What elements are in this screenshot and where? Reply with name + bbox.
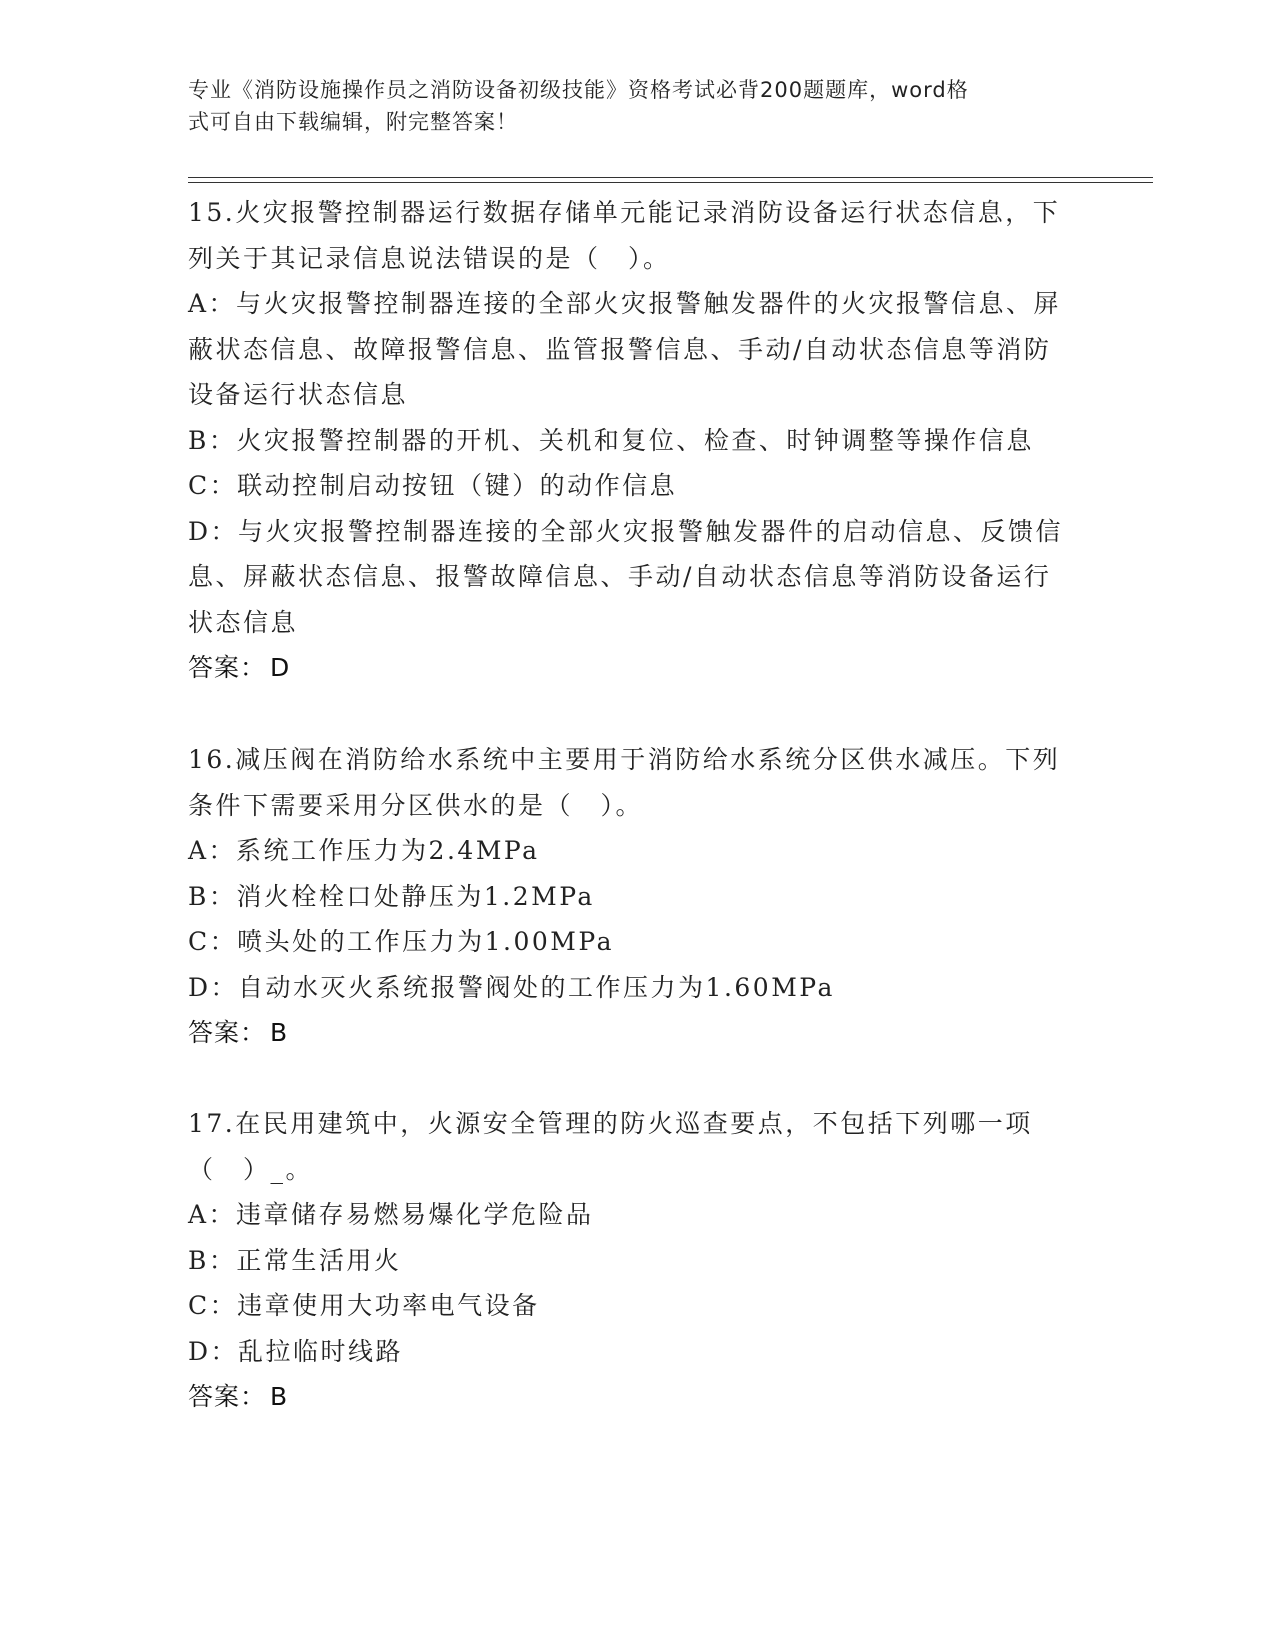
option-d: D：与火灾报警控制器连接的全部火灾报警触发器件的启动信息、反馈信息、屏蔽状态信息、报警故障信息、手动/自动状态信息等消防设备运行状态信息 xyxy=(188,516,1064,637)
answer-value: B xyxy=(270,1018,289,1047)
option-c: C：违章使用大功率电气设备 xyxy=(188,1291,540,1320)
header-line-1: 专业《消防设施操作员之消防设备初级技能》资格考试必背200题题库，word格 xyxy=(188,78,969,102)
option-a: A：违章储存易燃易爆化学危险品 xyxy=(188,1200,594,1229)
answer-line xyxy=(188,645,1073,691)
option-d: D：自动水灭火系统报警阀处的工作压力为1.60MPa xyxy=(188,972,835,1002)
header-line-2: 式可自由下载编辑，附完整答案！ xyxy=(188,110,518,134)
option-b: B：正常生活用火 xyxy=(188,1245,402,1275)
answer-label: 答案： xyxy=(188,1382,267,1411)
option-d: D：乱拉临时线路 xyxy=(188,1336,404,1366)
answer-label: 答案： xyxy=(188,653,267,682)
option-c: C：联动控制启动按钮（键）的动作信息 xyxy=(188,471,678,500)
option-c: C：喷头处的工作压力为1.00MPa xyxy=(188,927,614,956)
document-header xyxy=(188,74,1068,138)
option-b: B：消火栓栓口处静压为1.2MPa xyxy=(188,881,595,911)
question-17 xyxy=(188,1101,1073,1420)
answer-label: 答案： xyxy=(188,1018,267,1047)
question-stem: 16.减压阀在消防给水系统中主要用于消防给水系统分区供水减压。下列条件下需要采用分区供水的是（ ）。 xyxy=(188,745,1061,820)
option-b: B：火灾报警控制器的开机、关机和复位、检查、时钟调整等操作信息 xyxy=(188,425,1034,455)
answer-value: D xyxy=(270,653,291,682)
question-16 xyxy=(188,737,1073,1056)
header-divider-bottom xyxy=(188,182,1153,183)
question-15 xyxy=(188,190,1073,691)
header-divider-top xyxy=(188,177,1153,178)
option-a: A：与火灾报警控制器连接的全部火灾报警触发器件的火灾报警信息、屏蔽状态信息、故障报警信息、监管报警信息、手动/自动状态信息等消防设备运行状态信息 xyxy=(188,289,1062,409)
answer-line xyxy=(188,1374,1073,1420)
answer-value: B xyxy=(270,1382,289,1411)
question-stem: 17.在民用建筑中，火源安全管理的防火巡查要点，不包括下列哪一项（ ）_。 xyxy=(188,1109,1033,1184)
question-stem: 15.火灾报警控制器运行数据存储单元能记录消防设备运行状态信息，下列关于其记录信息说法错误的是（ ）。 xyxy=(188,198,1061,273)
option-a: A：系统工作压力为2.4MPa xyxy=(188,836,540,865)
answer-line xyxy=(188,1010,1073,1056)
